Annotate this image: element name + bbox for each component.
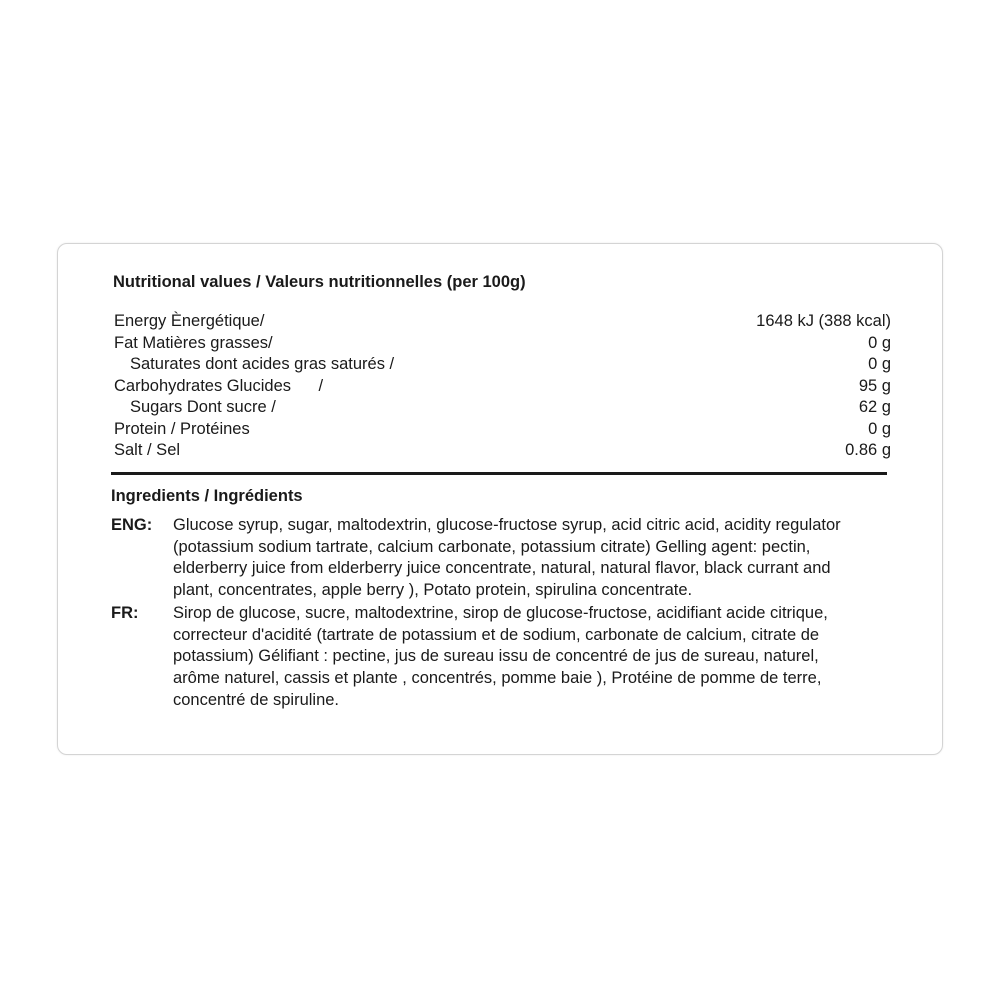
nutrition-row-saturates — [114, 354, 891, 376]
ingredient-line: Sirop de glucose, sucre, maltodextrine, sirop de glucose-fructose, acidifiant acide citrique, — [173, 604, 828, 622]
nutrient-name: Salt / Sel — [114, 441, 181, 459]
ingredient-line: concentré de spiruline. — [173, 690, 340, 709]
nutrient-name: Energy Ènergétique/ — [114, 312, 265, 330]
nutrient-name: Saturates dont acides gras saturés / — [130, 355, 395, 373]
nutrient-name: Fat Matières grasses/ — [114, 333, 273, 352]
section-divider — [111, 472, 887, 475]
nutrition-row-protein — [114, 419, 891, 441]
nutrient-name: Sugars Dont sucre / — [130, 398, 276, 416]
ingredient-line: correcteur d'acidité (tartrate de potassium et de sodium, carbonate de calcium, citrate de — [173, 625, 820, 644]
ingredient-line: elderberry juice from elderberry juice concentrate, natural, natural flavor, black currant and — [173, 559, 831, 578]
nutrition-table — [114, 311, 891, 462]
nutrient-value: 0 g — [868, 419, 891, 438]
nutrient-value: 0 g — [868, 355, 891, 373]
nutrition-row-salt — [114, 440, 891, 462]
ingredient-line: plant, concentrates, apple berry ), Potato protein, spirulina concentrate. — [173, 581, 693, 600]
nutrient-value: 95 g — [858, 376, 891, 395]
nutrient-name: Carbohydrates Glucides / — [114, 376, 324, 395]
nutrient-value: 0 g — [868, 333, 891, 352]
nutrient-value: 62 g — [858, 398, 891, 416]
nutrition-row-carbohydrates — [114, 376, 891, 398]
nutrition-label-panel — [57, 243, 943, 755]
nutrient-name: Protein / Protéines — [114, 419, 250, 438]
ingredient-line: arôme naturel, cassis et plante , concentrés, pomme baie ), Protéine de pomme de terre, — [173, 669, 822, 688]
ingredients-french-text — [173, 603, 923, 712]
nutrient-value: 1648 kJ (388 kcal) — [756, 312, 891, 330]
nutrition-row-fat — [114, 333, 891, 355]
ingredients-title: Ingredients / Ingrédients — [111, 487, 303, 505]
language-label-eng: ENG: — [111, 516, 153, 534]
nutrition-title: Nutritional values / Valeurs nutritionnelles (per 100g) — [113, 273, 526, 291]
ingredients-english-text — [173, 515, 923, 602]
language-label-fr: FR: — [111, 604, 139, 622]
ingredient-line: (potassium sodium tartrate, calcium carbonate, potassium citrate) Gelling agent: pectin, — [173, 537, 811, 556]
nutrition-row-sugars — [114, 397, 891, 419]
nutrition-row-energy — [114, 311, 891, 333]
nutrient-value: 0.86 g — [845, 441, 891, 459]
ingredient-line: Glucose syrup, sugar, maltodextrin, glucose-fructose syrup, acid citric acid, acidity regulator — [173, 516, 841, 534]
ingredient-line: potassium) Gélifiant : pectine, jus de sureau issu de concentré de jus de sureau, naturel, — [173, 647, 819, 666]
